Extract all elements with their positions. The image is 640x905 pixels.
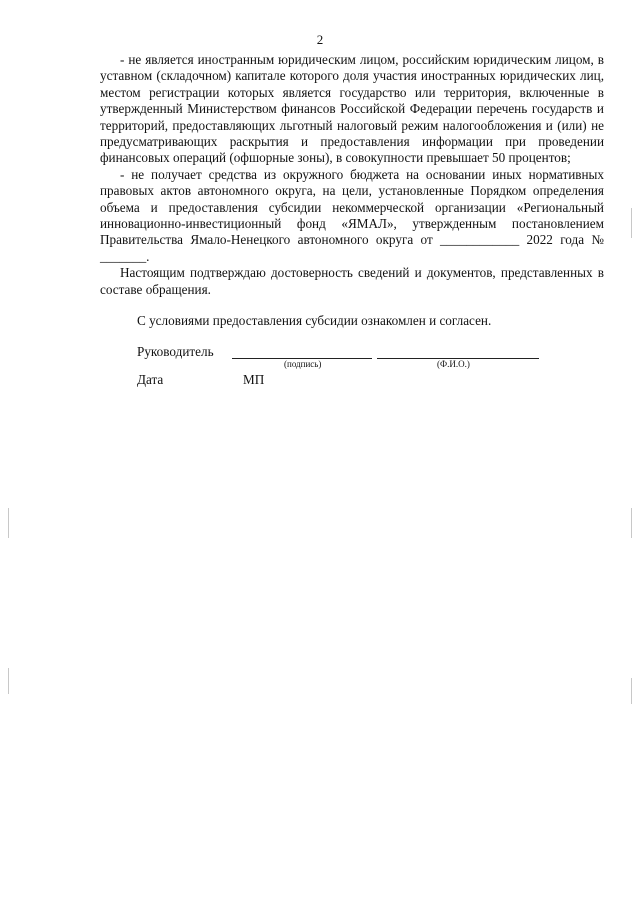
signature-label: Руководитель: [137, 344, 214, 359]
consent-statement: С условиями предоставления субсидии ознакомлен и согласен.: [137, 313, 492, 328]
paragraph-offshore-condition: - не является иностранным юридическим лицом, российским юридическим лицом, в уставном (складочном) капитале которого доля участия иностранных юридических лиц, местом регистрации которых является государство или территория, включенные в утвержденный Министерством финансов Российской Федерации перечень государств и территорий, предоставляющих льготный налоговый режим налогообложения и (или) не предусматривающих раскрытия и предоставления информации при проведении финансовых операций (офшорные зоны), в совокупности превышает 50 процентов;: [100, 52, 604, 166]
margin-mark: [8, 668, 9, 694]
paragraph-confirmation: Настоящим подтверждаю достоверность сведений и документов, представленных в составе обращения.: [100, 265, 604, 297]
signature-row: [137, 344, 567, 374]
signature-caption: (подпись): [284, 359, 322, 369]
margin-mark: [631, 208, 632, 238]
margin-mark: [8, 508, 9, 538]
paragraph-budget-condition: - не получает средства из окружного бюджета на основании иных нормативных правовых актов автономного округа, на цели, установленные Порядком определения объема и предоставления субсидии некоммерческой организации «Региональный инновационно-инвестиционный фонд «ЯМАЛ», утвержденным постановлением Правительства Ямало-Ненецкого автономного округа от ____________ 2022 года № _______.: [100, 166, 604, 264]
date-label: Дата: [137, 372, 164, 387]
document-body: [100, 52, 604, 298]
page-number: 2: [316, 32, 324, 47]
margin-mark: [631, 508, 632, 538]
stamp-label: МП: [243, 372, 265, 387]
full-name-caption: (Ф.И.О.): [437, 359, 470, 369]
margin-mark: [631, 678, 632, 704]
date-stamp-row: [137, 372, 265, 388]
